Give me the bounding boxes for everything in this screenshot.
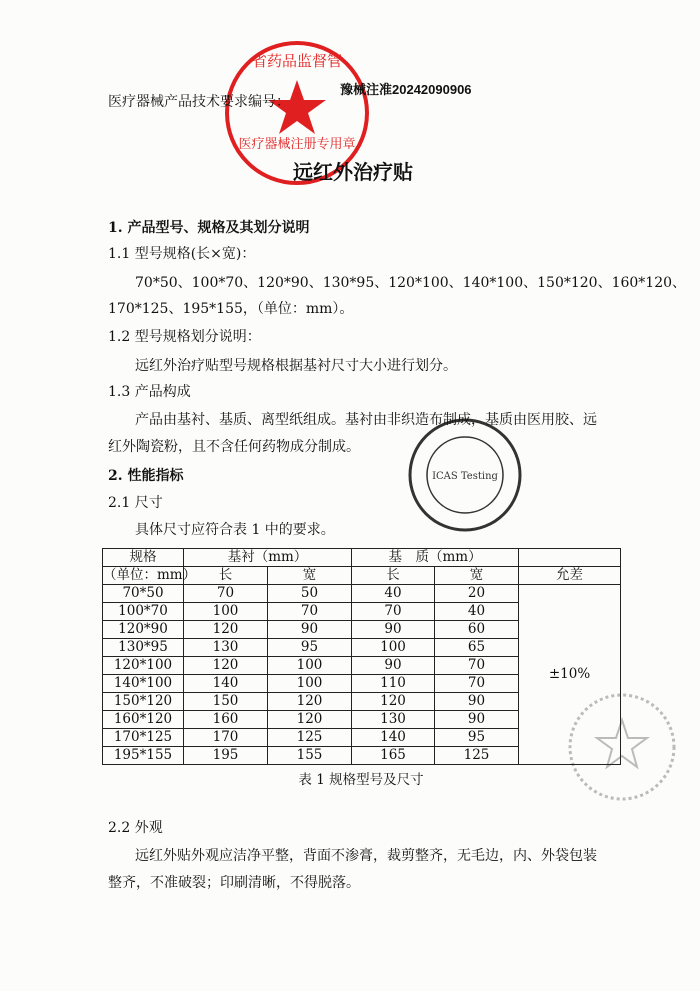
paragraph: 远红外治疗贴型号规格根据基衬尺寸大小进行划分。 — [135, 358, 457, 374]
table-cell: 120 — [268, 693, 352, 711]
header-cell: 宽 — [435, 567, 519, 585]
table-cell: 120*100 — [103, 657, 184, 675]
tolerance-cell: ±10% — [519, 585, 621, 765]
table-cell: 130 — [352, 711, 435, 729]
header-cell: 长 — [352, 567, 435, 585]
paragraph: 70*50、100*70、120*90、130*95、120*100、140*100、150*120、160*120、 — [135, 275, 687, 291]
table-cell: 120 — [184, 657, 268, 675]
header-cell — [519, 549, 621, 567]
paragraph: 远红外贴外观应洁净平整，背面不渗膏，裁剪整齐，无毛边，内、外袋包装 — [135, 848, 597, 864]
size-table — [102, 548, 621, 765]
table-cell: 140*100 — [103, 675, 184, 693]
table-cell: 125 — [268, 729, 352, 747]
table-cell: 100*70 — [103, 603, 184, 621]
table-cell: 70 — [352, 603, 435, 621]
table-cell: 90 — [435, 693, 519, 711]
table-cell: 140 — [184, 675, 268, 693]
paragraph: 红外陶瓷粉，且不含任何药物成分制成。 — [108, 439, 360, 455]
table-cell: 60 — [435, 621, 519, 639]
table-cell: 100 — [352, 639, 435, 657]
size-table-block — [102, 548, 620, 788]
table-cell: 160*120 — [103, 711, 184, 729]
table-cell: 120*90 — [103, 621, 184, 639]
header-cell: 宽 — [268, 567, 352, 585]
header-cell: 允差 — [519, 567, 621, 585]
table-cell: 165 — [352, 747, 435, 765]
table-cell: 100 — [184, 603, 268, 621]
header-cell: 规格 — [103, 549, 184, 567]
header-cell: 基衬（mm） — [184, 549, 352, 567]
table-cell: 155 — [268, 747, 352, 765]
table-cell: 90 — [352, 657, 435, 675]
table-cell: 120 — [184, 621, 268, 639]
header-cell: 基 质（mm） — [352, 549, 519, 567]
section-1-3-heading: 1.3 产品构成 — [108, 384, 191, 400]
table-cell: 20 — [435, 585, 519, 603]
section-2-heading: 2. 性能指标 — [108, 468, 184, 484]
table-cell: 170 — [184, 729, 268, 747]
section-1-heading: 1. 产品型号、规格及其划分说明 — [108, 220, 310, 236]
table-cell: 70*50 — [103, 585, 184, 603]
testing-company-seal — [405, 415, 525, 535]
tech-req-label: 医疗器械产品技术要求编号： — [108, 94, 290, 110]
table-row — [103, 585, 621, 603]
table-cell: 90 — [268, 621, 352, 639]
svg-text:省药品监督管: 省药品监督管 — [251, 52, 343, 70]
table-cell: 95 — [435, 729, 519, 747]
table-cell: 195 — [184, 747, 268, 765]
paragraph: 产品由基衬、基质、离型纸组成。基衬由非织造布制成，基质由医用胶、远 — [135, 412, 597, 428]
table-cell: 90 — [435, 711, 519, 729]
table-cell: 110 — [352, 675, 435, 693]
svg-text:ICAS Testing: ICAS Testing — [432, 471, 498, 482]
table-cell: 70 — [184, 585, 268, 603]
table-cell: 170*125 — [103, 729, 184, 747]
table-cell: 125 — [435, 747, 519, 765]
table-cell: 90 — [352, 621, 435, 639]
table-caption: 表 1 规格型号及尺寸 — [298, 772, 424, 788]
table-cell: 130*95 — [103, 639, 184, 657]
table-cell: 150*120 — [103, 693, 184, 711]
table-cell: 100 — [268, 675, 352, 693]
table-cell: 195*155 — [103, 747, 184, 765]
document-title: 远红外治疗贴 — [293, 160, 413, 184]
table-cell: 50 — [268, 585, 352, 603]
header-cell: 长 — [184, 567, 268, 585]
table-cell: 120 — [352, 693, 435, 711]
table-cell: 40 — [352, 585, 435, 603]
paragraph: 具体尺寸应符合表 1 中的要求。 — [135, 522, 335, 538]
table-cell: 100 — [268, 657, 352, 675]
paragraph: 170*125、195*155，（单位：mm）。 — [108, 301, 354, 317]
table-cell: 65 — [435, 639, 519, 657]
table-cell: 70 — [268, 603, 352, 621]
table-cell: 150 — [184, 693, 268, 711]
table-cell: 130 — [184, 639, 268, 657]
table-cell: 120 — [268, 711, 352, 729]
tech-req-number: 豫械注准20242090906 — [340, 82, 472, 97]
paragraph: 整齐，不准破裂；印刷清晰，不得脱落。 — [108, 875, 360, 891]
svg-text:医疗器械注册专用章: 医疗器械注册专用章 — [238, 137, 356, 152]
section-2-2-heading: 2.2 外观 — [108, 820, 163, 836]
table-cell: 40 — [435, 603, 519, 621]
table-cell: 95 — [268, 639, 352, 657]
table-cell: 160 — [184, 711, 268, 729]
table-cell: 70 — [435, 675, 519, 693]
table-cell: 70 — [435, 657, 519, 675]
table-cell: 140 — [352, 729, 435, 747]
header-cell: （单位：mm） — [103, 567, 197, 583]
section-1-2-heading: 1.2 型号规格划分说明： — [108, 329, 261, 345]
section-1-1-heading: 1.1 型号规格(长×宽)： — [108, 246, 256, 262]
section-2-1-heading: 2.1 尺寸 — [108, 495, 163, 511]
